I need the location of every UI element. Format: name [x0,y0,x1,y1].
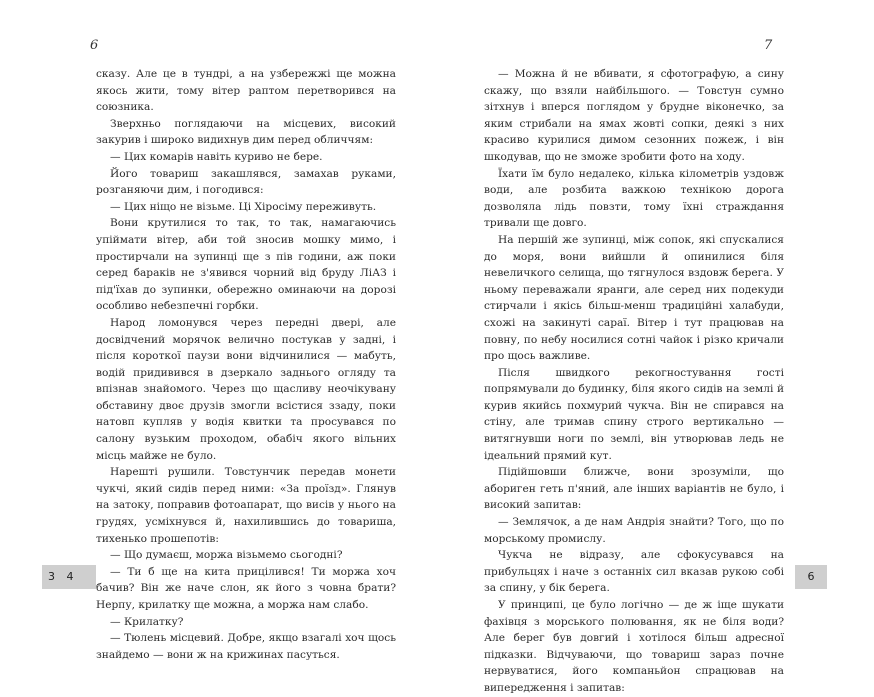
page-text [484,66,784,697]
paragraph: Їхати їм було недалеко, кілька кілометрів уздовж води, але розбита важкою технікою дорога дозволяла лідь повзти, тому їхні страждання тривали ще довго. [484,167,784,230]
paragraph: Народ ломонувся через передні двері, але досвідчений морячок велично постукав у задні, і після короткої паузи вони відчинилися — мабуть, водій придивився в дзеркало заднього огляду та впізнав знайомого. Через що щасливу неочікувану обставину двоє друзів змогли всістися ззаду, поки натовп купляв у водія квитки та просувався по салону вузьким проходом, обабіч якого вільних місць майже не було. [96,316,396,462]
right-page [437,0,874,694]
paragraph: Його товариш закашлявся, замахав руками, розганяючи дим, і погодився: [96,167,396,197]
paragraph: — Ти б ще на кита прицілився! Ти моржа хоч бачив? Він же наче слон, як його з човна брати? Нерпу, крилатку ще можна, а моржа нам слабо. [96,565,396,611]
paragraph: — Можна й не вбивати, я сфотографую, а сину скажу, що взяли найбільшого. — Товстун сумно зітхнув і вперся поглядом у брудне віконечко, за яким стрибали на ямах жовті сопки, деякі з них красиво курилися димом сезонних пожеж, і він шкодував, що не зможе зробити фото на ходу. [484,68,784,163]
page-counter: 6 [795,565,827,589]
paragraph: Підійшовши ближче, вони зрозуміли, що абориген геть п'яний, але інших варіантів не було, і високий запитав: [484,466,784,512]
paragraph: На першій же зупинці, між сопок, які спускалися до моря, вони вийшли й опинилися біля невеличкого селища, що тягнулося вздовж берега. У ньому переважали яранги, але серед них подекуди стирчали і якісь більш-менш традиційні халабуди, схожі на закинуті сараї. Вітер і тут працював на повну, по небу носилися сотні чайок і різко кричали про щось важливе. [484,233,784,363]
left-page [0,0,437,661]
paragraph: — Цих комарів навіть куриво не бере. [110,150,323,163]
paragraph: сказу. Але це в тундрі, а на узбережжі ще можна якось жити, тому вітер раптом перетворився на союзника. [96,68,396,114]
paragraph: — Крилатку? [110,615,184,628]
paragraph: Зверхньо поглядаючи на місцевих, високий закурив і широко видихнув дим перед обличчям: [96,117,396,147]
paragraph: Вони крутилися то так, то так, намагаючись упіймати вітер, аби той зносив мошку мимо, і простирчали на зупинці ще з пів години, аж поки серед бараків не з'явився чорний від бруду ЛіАЗ і під'їхав до зупинки, обережно оминаючи на дорозі особливо небезпечні горбки. [96,217,396,313]
paragraph: — Що думаєш, моржа візьмемо сьогодні? [110,549,343,562]
paragraph: — Землячок, а де нам Андрія знайти? Того, що по морському промислу. [484,516,784,545]
page-number: 7 [764,38,773,53]
paragraph: Після швидкого рекогностування гості попрямували до будинку, біля якого сидів на землі й курив якийсь похмурий чукча. Він не спирався на стіну, але тримав спину строго вертикально — витягнувши ноги по землі, він утворював ледь не ідеальний прямий кут. [484,366,784,462]
page-number: 6 [90,38,99,53]
paragraph: — Цих ніщо не візьме. Ці Хіросіму переживуть. [110,200,377,213]
paragraph: Чукча не відразу, але сфокусувався на прибульцях і наче з останніх сил вказав рукою собі за спину, у бік берега. [484,549,784,595]
paragraph: — Тюлень місцевий. Добре, якщо взагалі хоч щось знайдемо — вони ж на крижинах пасуться. [96,632,396,661]
page-text [96,66,396,663]
paragraph: Нарешті рушили. Товстунчик передав монети чукчі, який сидів перед ними: «За проїзд». Глянув на затоку, поправив фотоапарат, що висів у нього на грудях, усміхнувся й, нахилившись до товариша, тихенько прошепотів: [96,466,396,545]
paragraph: У принципі, це було логічно — де ж іще шукати фахівця з морського полювання, як не біля води? Але берег був довгий і хотілося більш адресної підказки. Відчуваючи, що товариш зараз почне нервуватися, його компаньйон спрацював на випередження і запитав: [484,599,784,694]
page-counter: 3 4 [42,565,96,589]
